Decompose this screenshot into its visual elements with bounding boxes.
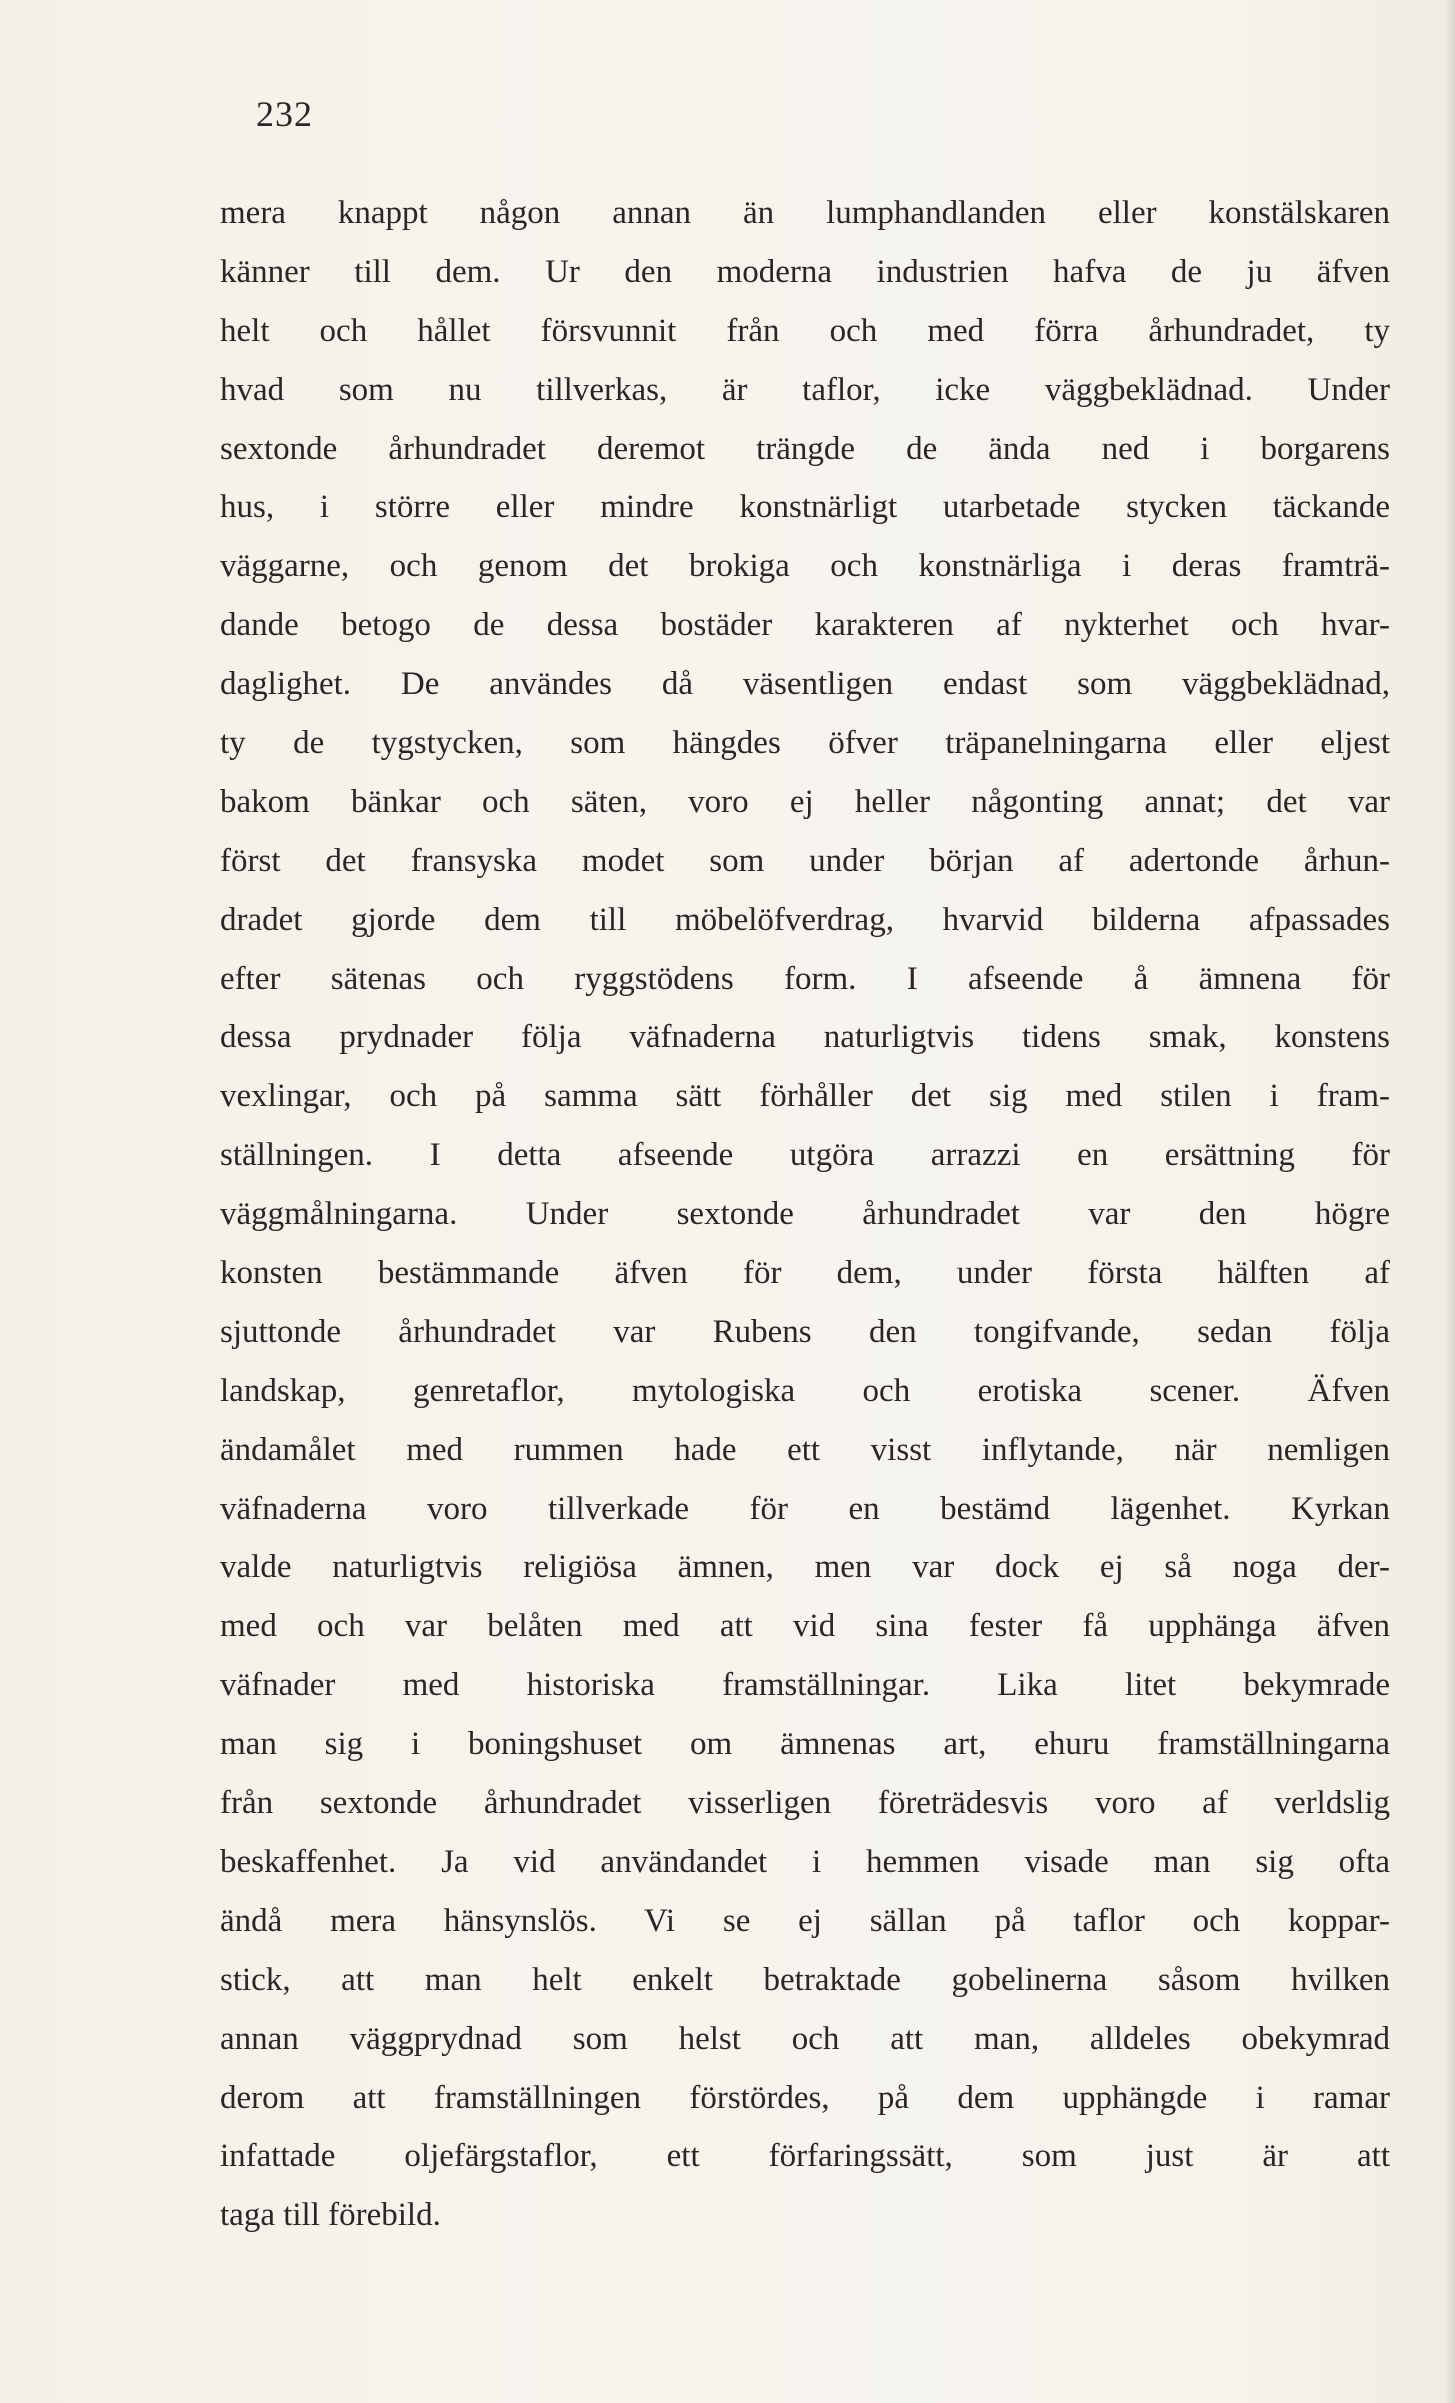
text-line: dande betogo de dessa bostäder karakteren af nykterhet och hvar- bbox=[220, 607, 1390, 644]
text-line: dradet gjorde dem till möbelöfverdrag, hvarvid bilderna afpassades bbox=[220, 901, 1390, 938]
text-line: valde naturligtvis religiösa ämnen, men var dock ej så noga der- bbox=[220, 1549, 1390, 1586]
text-line: landskap, genretaflor, mytologiska och erotiska scener. Äfven bbox=[220, 1372, 1390, 1409]
text-line: dessa prydnader följa väfnaderna naturligtvis tidens smak, konstens bbox=[220, 1019, 1390, 1056]
text-line: infattade oljefärgstaflor, ett förfaringssätt, som just är att bbox=[220, 2138, 1390, 2175]
text-line: efter sätenas och ryggstödens form. I afseende å ämnena för bbox=[220, 960, 1390, 997]
text-line: väggmålningarna. Under sextonde århundradet var den högre bbox=[220, 1196, 1390, 1233]
text-line: sjuttonde århundradet var Rubens den tongifvande, sedan följa bbox=[220, 1313, 1390, 1350]
page-edge-shadow bbox=[1445, 0, 1455, 2403]
text-line: annan väggprydnad som helst och att man, alldeles obekymrad bbox=[220, 2020, 1390, 2057]
text-line: ändamålet med rummen hade ett visst inflytande, när nemligen bbox=[220, 1431, 1390, 1468]
text-line: bakom bänkar och säten, voro ej heller någonting annat; det var bbox=[220, 783, 1390, 820]
text-line: väfnaderna voro tillverkade för en bestämd lägenhet. Kyrkan bbox=[220, 1490, 1390, 1527]
text-line: väfnader med historiska framställningar. Lika litet bekymrade bbox=[220, 1667, 1390, 1704]
text-line: hus, i större eller mindre konstnärligt utarbetade stycken täckande bbox=[220, 489, 1390, 526]
text-line: först det fransyska modet som under början af adertonde århun- bbox=[220, 842, 1390, 879]
text-line: helt och hållet försvunnit från och med förra århundradet, ty bbox=[220, 312, 1390, 349]
text-line: väggarne, och genom det brokiga och konstnärliga i deras framträ- bbox=[220, 548, 1390, 585]
text-line: stick, att man helt enkelt betraktade gobelinerna såsom hvilken bbox=[220, 1961, 1390, 1998]
text-line: känner till dem. Ur den moderna industrien hafva de ju äfven bbox=[220, 253, 1390, 290]
text-line: taga till förebild. bbox=[220, 2197, 441, 2234]
text-line: beskaffenhet. Ja vid användandet i hemmen visade man sig ofta bbox=[220, 1843, 1390, 1880]
body-text bbox=[220, 184, 1390, 2245]
text-line: derom att framställningen förstördes, på dem upphängde i ramar bbox=[220, 2079, 1390, 2116]
text-line: sextonde århundradet deremot trängde de ända ned i borgarens bbox=[220, 430, 1390, 467]
text-line: daglighet. De användes då väsentligen endast som väggbeklädnad, bbox=[220, 666, 1390, 703]
text-line: ställningen. I detta afseende utgöra arrazzi en ersättning för bbox=[220, 1137, 1390, 1174]
text-line: ty de tygstycken, som hängdes öfver träpanelningarna eller eljest bbox=[220, 725, 1390, 762]
text-line: hvad som nu tillverkas, är taflor, icke väggbeklädnad. Under bbox=[220, 371, 1390, 408]
text-line: från sextonde århundradet visserligen företrädesvis voro af verldslig bbox=[220, 1785, 1390, 1822]
text-line: vexlingar, och på samma sätt förhåller det sig med stilen i fram- bbox=[220, 1078, 1390, 1115]
page-number: 232 bbox=[256, 94, 313, 134]
text-line: ändå mera hänsynslös. Vi se ej sällan på taflor och koppar- bbox=[220, 1902, 1390, 1939]
text-line: med och var belåten med att vid sina fester få upphänga äfven bbox=[220, 1608, 1390, 1645]
text-line: mera knappt någon annan än lumphandlanden eller konstälskaren bbox=[220, 195, 1390, 231]
text-line: man sig i boningshuset om ämnenas art, ehuru framställningarna bbox=[220, 1726, 1390, 1763]
text-line: konsten bestämmande äfven för dem, under första hälften af bbox=[220, 1255, 1390, 1292]
